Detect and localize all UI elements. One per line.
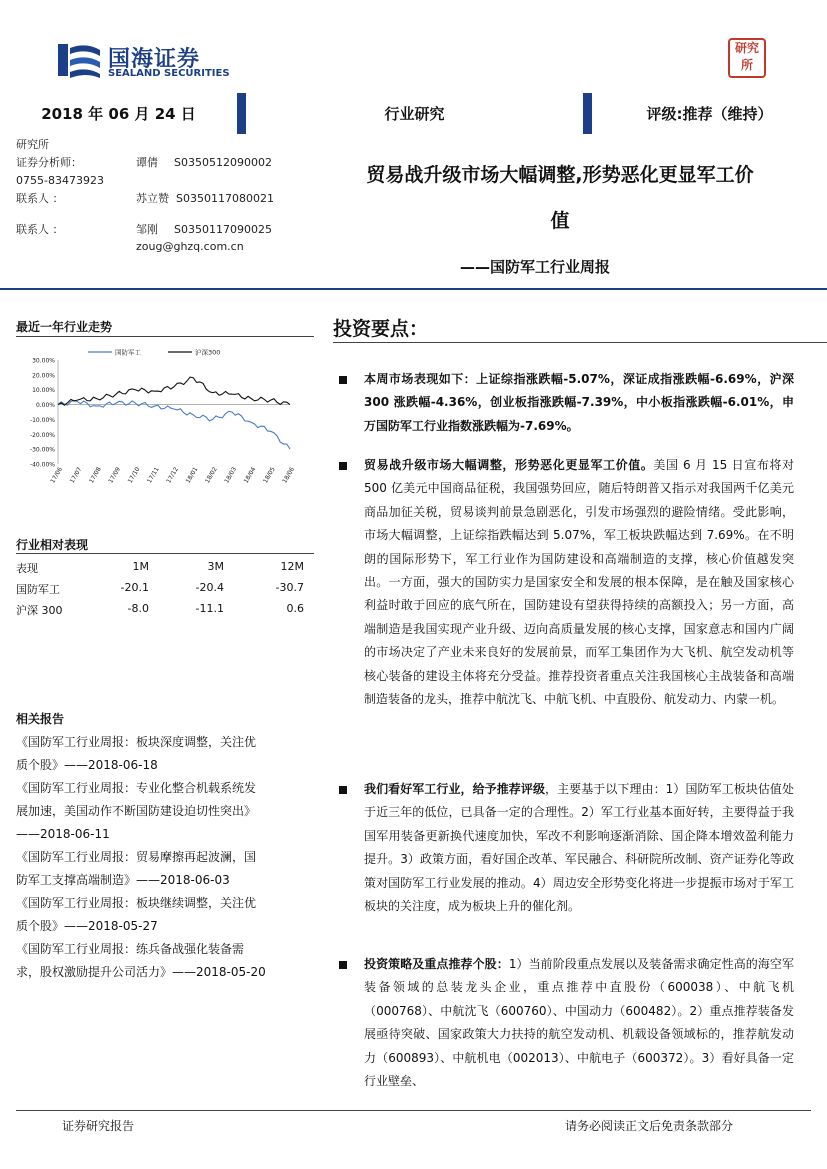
trade-war-body: 美国 6 月 15 日宣布将对 500 亿美元中国商品征税，我国强势回应，随后特朗普又指示对我国两千亿美元商品加征关税，贸易谈判前景急剧恶化，引发市场强烈的避险情绪。受此影响，市场大幅调整，上证综指跌幅达到 5.07%，军工板块跌幅达到 7.69%。在不明朗的国际形势下，军工行业作为国防建设和高端制造的支撑，核心价值越发突出。一方面，强大的国防实力是国家安全和发展的根本保障，是在触及国家核心利益时敢于回应的底气所在，国防建设有望获得持续的高额投入；另一方面，高端制造是我国实现产业升级、迈向高质量发展的核心支撑，国家意志和国内广阔的市场决定了产业未来良好的发展前景，而军工集团作为大飞机、航空发动机等核心装备的建设主体将充分受益。推荐投资者重点关注我国核心主战装备和高端制造装备的龙头，推荐中航沈飞、中航飞机、中直股份、航发动力、内蒙一机。 [364,458,794,707]
chart-y-axis [30,358,58,469]
perf-label: 表现 [16,562,38,575]
y-tick-label: 0.00% [35,402,55,410]
related-report-line[interactable]: 防军工支撑高端制造》——2018-06-03 [16,873,230,887]
trade-war-paragraph [364,454,794,711]
y-tick-label: 20.00% [32,372,55,380]
perf-value: -20.4 [195,581,224,594]
chart-series [58,377,290,449]
x-tick-label: 18/04 [242,466,258,485]
contact1-name: 苏立赞 [136,192,169,205]
trade-war-lead: 贸易战升级市场大幅调整，形势恶化更显军工价值。 [364,458,654,472]
x-tick-label: 18/03 [223,466,239,485]
perf-value: 1M [132,560,149,573]
trend-rule [16,336,314,337]
title-line2: 值 [550,210,570,232]
logo-english: SEALAND SECURITIES [108,68,230,79]
invest-rule [333,342,827,343]
title-line1: 贸易战升级市场大幅调整,形势恶化更显军工价 [366,164,754,186]
related-report-line[interactable]: 质个股》——2018-06-18 [16,758,158,772]
rating-paragraph [364,778,794,918]
perf-value: -11.1 [195,602,224,615]
footer-right: 请务必阅读正文后免责条款部分 [565,1119,734,1133]
x-tick-label: 18/05 [262,466,277,485]
related-report-line[interactable]: 《国防军工行业周报：专业化整合机载系统发 [16,781,257,795]
perf-value: -20.1 [120,581,149,594]
report-subtitle: ——国防军工行业周报 [460,258,611,276]
contact1-id: S0350117080021 [176,192,274,205]
contact1-label: 联系人 ： [16,192,64,205]
rating-lead: 我们看好军工行业，给予推荐评级 [364,782,546,796]
x-tick-label: 17/09 [107,466,123,485]
contact2-label: 联系人 ： [16,223,64,236]
footer-left: 证券研究报告 [62,1119,135,1133]
related-report-line[interactable]: 《国防军工行业周报：板块继续调整，关注优 [16,896,257,910]
x-tick-label: 17/07 [68,466,84,485]
x-tick-label: 17/12 [165,466,181,485]
related-report-line[interactable]: 质个股》——2018-05-27 [16,919,158,933]
header-banner [0,93,827,134]
related-report-line[interactable]: 展加速，美国动作不断国防建设迫切性突出》 [16,804,257,818]
market-summary: 本周市场表现如下：上证综指涨跌幅-5.07%，深证成指涨跌幅-6.69%，沪深 300 涨跌幅-4.36%，创业板指涨跌幅-7.39%，中小板指涨跌幅-6.01%，申万国防军工行业指数涨跌幅为-7.69%。 [364,372,794,433]
series-line-hs300 [58,377,290,405]
contact2-id: S0350117090025 [174,223,272,236]
analyst-id: S0350512090002 [174,156,272,169]
y-tick-label: -30.00% [29,446,55,454]
perf-heading: 行业相对表现 [16,538,89,552]
reports-list [16,731,316,984]
y-tick-label: -10.00% [29,416,55,424]
footer-rule [16,1110,811,1111]
report-type: 行业研究 [246,93,583,134]
related-report-line[interactable]: 《国防军工行业周报：练兵备战强化装备需 [16,942,245,956]
related-report-line[interactable]: ——2018-06-11 [16,827,110,841]
series-line-defense [58,400,290,449]
invest-heading: 投资要点： [333,318,429,340]
strategy-paragraph [364,953,794,1093]
related-report-line[interactable]: 《国防军工行业周报：贸易摩擦再起波澜，国 [16,850,257,864]
analyst-name: 谭倩 [136,156,158,169]
contact2-email[interactable]: zoug@ghzq.com.cn [136,240,244,253]
report-title [320,152,800,244]
bullet-icon [339,961,347,969]
report-date: 2018 年 06 月 24 日 [0,93,237,134]
perf-label: 国防军工 [16,583,60,596]
related-report-line[interactable]: 《国防军工行业周报：板块深度调整，关注优 [16,735,257,749]
strategy-body: 1）当前阶段重点发展以及装备需求确定性高的海空军装备领域的总装龙头企业，重点推荐中直股份（600038）、中航飞机（000768）、中航沈飞（600760）、中国动力（600482）。2）重点推荐装备发展亟待突破、国家政策大力扶持的航空发动机、机载设备领域标的，推荐航发动力（600893）、中航机电（002013）、中航电子（600372）。3）看好具备一定行业壁垒、 [364,957,794,1089]
y-tick-label: 10.00% [32,387,55,395]
dept-label: 研究所 [16,138,49,151]
perf-value: 3M [207,560,224,573]
reports-heading: 相关报告 [16,712,65,726]
rating: 评级:推荐（维持） [592,93,827,134]
chart-legend [88,348,220,357]
x-tick-label: 17/11 [146,466,161,485]
legend-label: 国防军工 [115,348,141,357]
y-tick-label: 30.00% [32,357,55,365]
industry-trend-chart [10,342,310,492]
rating-body: ，主要基于以下理由：1）国防军工板块估值处于近三年的低位，已具备一定的合理性。2）军工行业基本面好转，主要得益于我国军用装备更新换代速度加快，军改不利影响逐渐消除、国企降本增效盈利能力提升。3）政策方面，看好国企改革、军民融合、科研院所改制、资产证券化等政策对国防军工行业发展的推动。4）周边安全形势变化将进一步提振市场对于军工板块的关注度，成为板块上升的催化剂。 [364,782,794,914]
perf-value: 0.6 [286,602,304,615]
research-stamp: 研究 所 [728,38,766,78]
perf-value: -8.0 [127,602,149,615]
x-tick-label: 17/10 [126,466,142,485]
perf-header-row [16,558,306,579]
y-tick-label: -20.00% [29,431,55,439]
perf-row [16,579,306,600]
perf-rule [16,553,314,554]
perf-value: 12M [280,560,304,573]
x-tick-label: 18/01 [184,466,200,485]
perf-table [16,558,306,621]
related-report-line[interactable]: 求，股权激励提升公司活力》——2018-05-20 [16,965,266,979]
analyst-phone: 0755-83473923 [16,174,104,187]
bullet-icon [339,462,347,470]
strategy-lead: 投资策略及重点推荐个股： [364,957,509,971]
x-tick-label: 17/08 [88,466,103,485]
perf-row [16,600,306,621]
x-tick-label: 18/06 [281,466,297,485]
contact2-name: 邹刚 [136,223,158,236]
chart-x-axis [49,405,296,485]
perf-label: 沪深 300 [16,604,63,617]
y-tick-label: -40.00% [29,461,55,469]
title-divider [0,288,827,290]
sealand-logo-icon [56,40,102,80]
x-tick-label: 17/06 [49,466,65,485]
legend-label: 沪深300 [195,348,221,357]
analyst-label: 证券分析师： [16,156,82,169]
bullet-icon [339,786,347,794]
logo-chinese: 国海证券 [108,47,201,72]
x-tick-label: 18/02 [204,466,219,485]
perf-value: -30.7 [275,581,304,594]
trend-heading: 最近一年行业走势 [16,320,113,334]
bullet-icon [339,376,347,384]
